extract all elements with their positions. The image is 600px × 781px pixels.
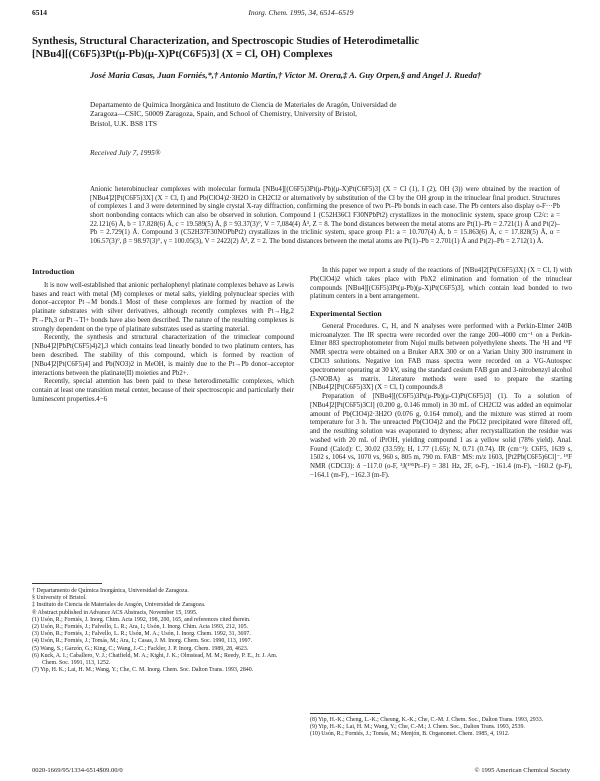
footnote: (1) Usón, R.; Forniés, J. Inorg. Chim. Acta 1992, 198, 200, 165, and references cited therein. xyxy=(32,616,251,623)
affiliation-line-1: Departamento de Química Inorgánica and Instituto de Ciencia de Materiales de Aragón, Universidad de xyxy=(90,100,397,109)
footnote: (3) Usón, R.; Forniés, J.; Falvello, L. R.; Usón, M. A.; Usón, I. Inorg. Chem. 1992, 31, 3697. xyxy=(32,631,251,638)
journal-citation: Inorg. Chem. 1995, 34, 6514–6519 xyxy=(248,8,354,17)
affiliation-block xyxy=(90,100,560,128)
preparation-paragraph: Preparation of [NBu4][(C6F5)3Pt(μ-Pb)(μ-Cl)Pt(C6F5)3] (1). To a solution of [NBu4]2[Pt(C6F5)3Cl] (0.200 g, 0.146 mmol) in 30 mL of CH2Cl2 was added an equimolar amount of Pb(ClO4)2·3H2O (0.076 g, 0.164 mmol), and the mixture was stirred at room temperature for 3 h. The unreacted Pb(ClO4)2 and the PbCl2 precipitated were filtered off, and the resulting solution was evaporated to dryness; after recrystallization the residue was washed with 20 mL of iPrOH, yielding compound 1 as a yellow solid (78% yield). Anal. Found (Calcd): C, 30.02 (33.59); H, 1.77 (1.65); N, 0.71 (0.74). IR (cm⁻¹): C6F5, 1639 s, 1502 s, 1064 vs, 1070 vs, 960 s, 805 m, 790 m. FAB⁻ MS: m/z 1603, [Pt2Pb(C6F5)6Cl]⁻. ¹⁹F NMR (CDCl3): δ −117.0 (o-F, ³J(¹⁹⁵Pt–F) = 381 Hz, 2F, o-F), −161.4 (m-F), −160.2 (p-F), −164.1 (m-F), −162.3 (m-F). xyxy=(310,393,572,479)
intro-paragraph-3: Recently, special attention has been paid to these heterodimetallic complexes, which contain at least one transition metal center, because of their spectroscopic and particularly their luminescent properties.4−6 xyxy=(32,378,294,403)
left-footnotes xyxy=(32,588,294,674)
title-line-2: [NBu4][(C6F5)3Pt(μ-Pb)(μ-X)Pt(C6F5)3] (X = Cl, OH) Complexes xyxy=(32,48,333,60)
introduction-heading: Introduction xyxy=(32,267,75,276)
footnote: (5) Wang, S.; Garzón, G.; King, C.; Wang, J.-C.; Fackler, J. P. Inorg. Chem. 1989, 28, 4623. xyxy=(32,645,249,652)
intro-paragraph-4: In this paper we report a study of the reactions of [NBu4]2[Pt(C6F5)3X] (X = Cl, I) with Pb(ClO4)2 which takes place with PbX2 elimination and formation of the trinuclear compounds [NBu4][(C6F5)3Pt(μ-Pb)(μ-X)Pt(C6F5)3], which contain lead bonded to two platinum centers in a bent arrangement. xyxy=(310,267,572,301)
footnote: ® Abstract published in Advance ACS Abstracts, November 15, 1995. xyxy=(32,609,198,616)
title-line-1: Synthesis, Structural Characterization, and Spectroscopic Studies of Heterodimetallic xyxy=(32,36,420,47)
running-header xyxy=(32,8,570,20)
experimental-heading: Experimental Section xyxy=(310,309,382,319)
affiliation-line-3: Bristol, U.K. BS8 1TS xyxy=(90,118,157,128)
affiliation-line-2: Zaragoza—CSIC, 50009 Zaragoza, Spain, and School of Chemistry, University of Bristol, xyxy=(90,109,357,119)
footnote: (10) Usón, R.; Forniés, J.; Tomás, M.; Menjón, B. Organomet. Chem. 1985, 4, 1912. xyxy=(310,731,510,738)
footnote: (7) Yip, H. K.; Lai, H. M.; Wang, Y.; Che, C. M. Inorg. Chem. Soc. Dalton Trans. 1993, 2840. xyxy=(32,667,254,674)
right-column xyxy=(310,267,572,481)
general-procedures-paragraph: General Procedures. C, H, and N analyses were performed with a Perkin-Elmer 240B microanalyzer. The IR spectra were recorded over the range 200–4000 cm⁻¹ on a Perkin-Elmer 883 spectrophotometer from Nujol mulls between polyethylene sheets. The ¹H and ¹⁹F NMR spectra were obtained on a Bruker ARX 300 or on a Varian Unity 300 instrument in CDCl3 solutions. Negative ion FAB mass spectra were recorded on a VG-Autospec spectrometer operating at 30 kV, using the standard cesium FAB gun and 3-nitrobenzyl alcohol (3-NOBA) as matrix. Literature methods were used to prepare the starting [NBu4]2[Pt(C6F5)3X] (X = Cl, I) compounds.8 xyxy=(310,322,572,392)
footnote: (6) Kuck, A. I.; Caballero, V. J.; Chatfield, M. A.; Kight, J. K.; Olmstead, M. M.; Reedy, P. E., Jr. J. Am. Chem. Soc. 1991, 113, 1252. xyxy=(32,652,278,667)
author-list: José Maria Casas, Juan Forniés,*,† Antonio Martin,† Victor M. Orera,‡ A. Guy Orpen,§ and Angel J. Rueda† xyxy=(90,70,482,80)
abstract: Anionic heterobinuclear complexes with molecular formula [NBu4][(C6F5)3Pt(μ-Pb)(μ-X)Pt(C6F5)3] (X = Cl (1), I (2), OH (3)) were obtained by the reaction of [NBu4]2[Pt(C6F5)3X] (X = Cl, I) and Pb(ClO4)2·3H2O in CH2Cl2 or alternatively by substitution of the Cl by the OH group in the trinuclear final product. Structures of complexes 1 and 3 were determined by single crystal X-ray diffraction, confirming the presence of two Pt–Pb bonds in each case. The Pb centers also display o-F···Pb short nonbonding contacts which can also be observed in solution. Compound 1 (C52H36Cl F30NPbPt2) crystallizes in the monoclinic system, space group C2/c: a = 22.121(6) Å, b = 17.828(6) Å, c = 19.589(5) Å, β = 93.37(3)°, V = 7,084(4) Å³, Z = 8. The bond distances between the metal atoms are Pt(1)–Pb = 2.721(1) Å and Pt(2)–Pb = 2.729(1) Å. Compound 3 (C52H37F30NOPbPt2) crystallizes in the triclinic system, space group P1: a = 10.707(4) Å, b = 15.863(6) Å, c = 17.828(5) Å, α = 106.57(3)°, β = 98.97(3)°, γ = 100.05(3), V = 2422(2) Å³, Z = 2. The bond distances between the metal atoms are Pt(1)–Pb = 2.701(1) Å and Pt(2)–Pb = 2.712(1) Å. xyxy=(90,186,560,246)
footnote: (2) Usón, R.; Forniés, J.; Falvello, L. R.; Ara, I.; Usón, I. Inorg. Chim. Acta 1993, 212, 105. xyxy=(32,624,249,631)
left-column xyxy=(32,267,294,405)
article-title xyxy=(32,36,552,62)
footnote: (8) Yip, H.-K.; Cheng, L.-K.; Cheung, K.-K.; Che, C.-M. J. Chem. Soc., Dalton Trans. 1993, 2933. xyxy=(310,717,544,723)
page-number: 6514 xyxy=(32,8,47,17)
received-date: Received July 7, 1995® xyxy=(90,148,161,157)
right-footnotes xyxy=(310,717,572,739)
intro-paragraph-1: It is now well-established that anionic perhalophenyl platinate complexes behave as Lewis bases and react with metal (M) complexes or metal salts, yielding polynuclear species with donor–acceptor Pt→M bonds.1 Most of these complexes are formed by reaction of the platinate substrates with silver derivatives, although recently complexes with Pt→Hg,2 Pt→Ph,3 or Pt→Tl+ bonds have also been described. The nature of the resulting complexes is strongly dependent on the type of platinate substrates used as starting material. xyxy=(32,281,294,333)
footnote: § University of Bristol. xyxy=(32,595,87,602)
right-footnote-divider xyxy=(310,713,380,714)
footnote: ‡ Instituto de Ciencia de Materiales de Aragón, Universidad de Zaragoza. xyxy=(32,602,206,609)
footnote: † Departamento de Química Inorgánica, Universidad de Zaragoza. xyxy=(32,588,189,594)
footnote-divider xyxy=(32,583,102,584)
intro-paragraph-2: Recently, the synthesis and structural characterization of the trinuclear compound [NBu4]2[PbPt(C6F5)4)2],3 which contains lead linearly bonded to two platinum centers, has been described. The stability of this compound, which is formed by reaction of [NBu4]2[Pt(C6F5)4] and Pb(NO3)2 in MeOH, is mainly due to the Pt→Pb donor–acceptor interactions between the platinate(II) moieties and Pb2+. xyxy=(32,334,294,377)
copyright-notice: © 1995 American Chemical Society xyxy=(474,767,570,774)
article-code: 0020-1669/95/1334-6514$09.00/0 xyxy=(32,767,123,774)
footnote: (4) Usón, R.; Forniés, J.; Tomás, M.; Ara, I.; Casas, J. M. Inorg. Chem. Soc. 1990, 113, 1997. xyxy=(32,638,253,645)
footnote: (9) Yip, H.-K.; Lai, H. M.; Wang, Y.; Che, C.-M.; J. Chem. Soc., Dalton Trans. 1993, 2539. xyxy=(310,724,525,731)
